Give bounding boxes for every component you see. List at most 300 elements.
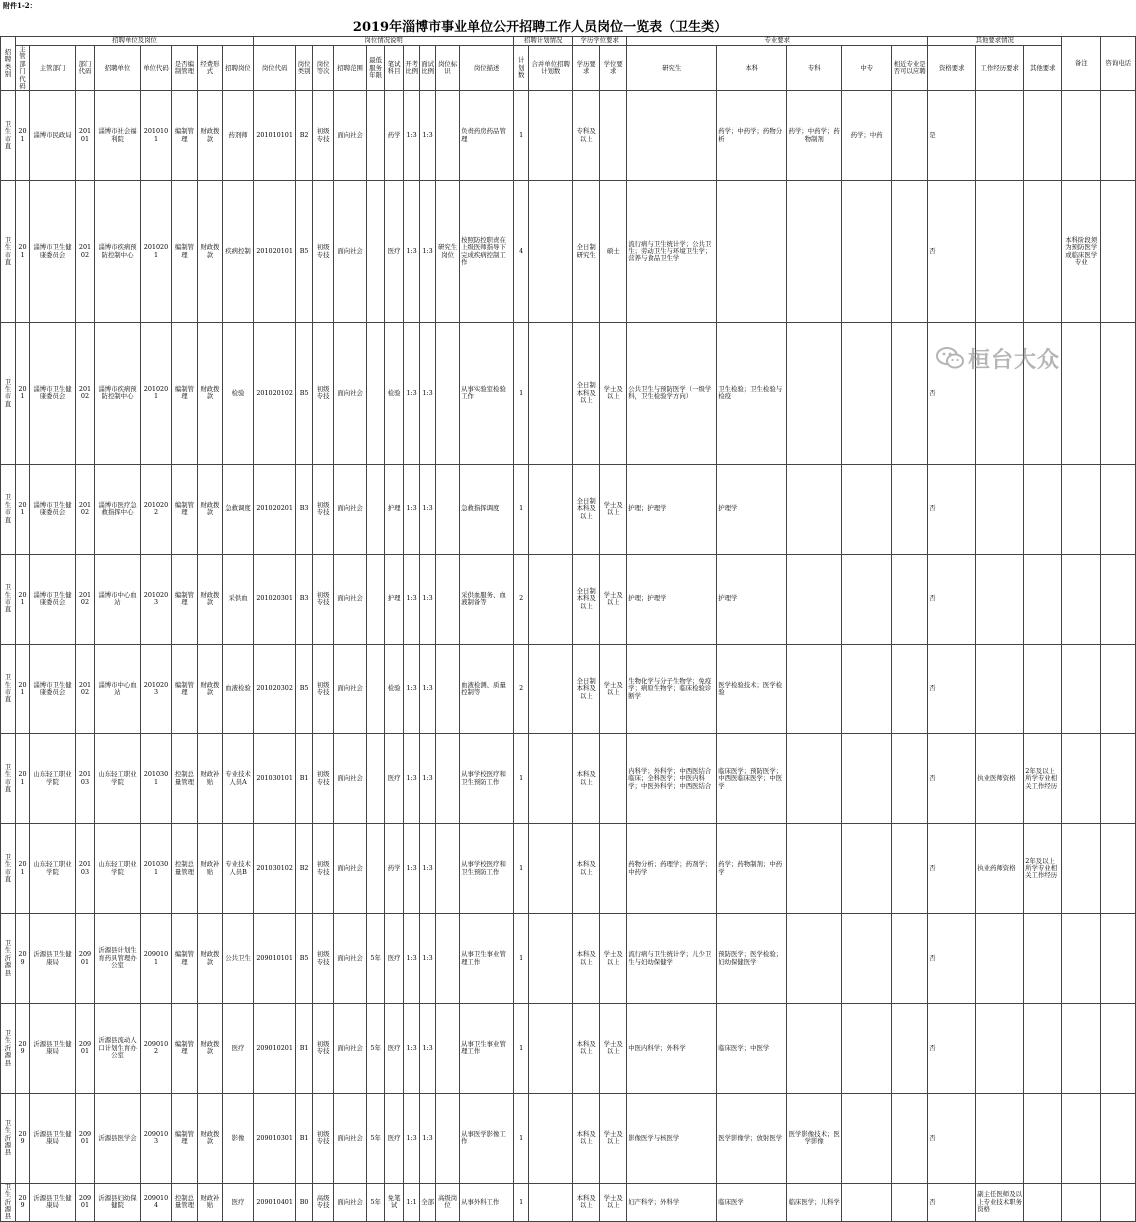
table-cell: 财政拨款	[198, 181, 223, 323]
table-cell: 临床医学；预防医学；中西医临床医学；中医学	[717, 734, 787, 824]
table-cell: 20102	[76, 644, 95, 734]
table-cell: 否	[928, 644, 976, 734]
table-cell: B1	[296, 1093, 313, 1183]
col-header: 是否编制管理	[172, 46, 198, 91]
table-cell: B0	[296, 1183, 313, 1221]
table-cell: 护理；护理学	[627, 464, 717, 554]
col-header: 开考比例	[404, 46, 420, 91]
table-cell: 1:3	[404, 914, 420, 1004]
table-cell: 学士及以上	[600, 464, 627, 554]
table-cell: 本科及以上	[573, 914, 600, 1004]
table-cell: 淄博市民政局	[30, 91, 76, 181]
table-cell: 山东轻工职业学院	[95, 734, 141, 824]
table-cell: 从事卫生事业管理工作	[460, 1004, 514, 1094]
table-cell: 临床医学	[717, 1183, 787, 1221]
table-cell: 财政拨款	[198, 323, 223, 465]
table-cell: 初级专技	[313, 91, 334, 181]
table-cell: 医疗	[385, 1093, 404, 1183]
table-cell: 2年及以上所学专业相关工作经历	[1024, 824, 1062, 914]
table-cell: 初级专技	[313, 181, 334, 323]
table-cell: 2010101	[141, 91, 172, 181]
table-cell	[892, 1183, 928, 1221]
table-cell: 1:3	[420, 554, 436, 644]
table-cell: 1:3	[404, 323, 420, 465]
table-cell: 执业医师资格	[976, 734, 1024, 824]
table-cell: 5年	[367, 1093, 385, 1183]
table-cell: 1	[514, 1183, 529, 1221]
table-cell	[600, 824, 627, 914]
table-cell: 209	[16, 914, 30, 1004]
table-cell: 卫生市直	[1, 644, 16, 734]
table-cell: 1:3	[420, 91, 436, 181]
table-cell: 2010301	[141, 824, 172, 914]
table-cell: 沂源县医学会	[95, 1093, 141, 1183]
table-cell: 面向社会	[334, 1093, 367, 1183]
table-cell: 财政补贴	[198, 734, 223, 824]
col-header-phone: 咨询电话	[1101, 37, 1136, 91]
table-cell: 沂源县卫生健康局	[30, 1093, 76, 1183]
table-cell	[976, 554, 1024, 644]
table-cell: 学士及以上	[600, 554, 627, 644]
table-cell: 20102	[76, 464, 95, 554]
table-cell: 2010203	[141, 554, 172, 644]
group-post-info: 岗位情况说明	[254, 37, 514, 46]
table-cell	[1101, 1093, 1136, 1183]
table-cell: 专业技术人员A	[223, 734, 254, 824]
table-cell: B5	[296, 644, 313, 734]
col-header: 面试比例	[420, 46, 436, 91]
table-cell: 淄博市疾病预防控制中心	[95, 323, 141, 465]
table-cell: 否	[928, 554, 976, 644]
col-header: 笔试科目	[385, 46, 404, 91]
table-cell: 全日制研究生	[573, 181, 600, 323]
table-cell: 淄博市卫生健康委员会	[30, 181, 76, 323]
table-cell: 初级专技	[313, 1093, 334, 1183]
table-cell: 妇产科学；外科学	[627, 1183, 717, 1221]
table-cell: 5年	[367, 1004, 385, 1094]
col-header: 计划数	[514, 46, 529, 91]
table-cell	[842, 1183, 892, 1221]
table-cell	[892, 644, 928, 734]
table-cell: B5	[296, 914, 313, 1004]
table-cell	[892, 824, 928, 914]
table-cell: 硕士	[600, 181, 627, 323]
table-cell: 财政拨款	[198, 1093, 223, 1183]
table-cell	[842, 554, 892, 644]
table-cell: 2010202	[141, 464, 172, 554]
table-cell	[842, 1093, 892, 1183]
table-cell: 1:1	[404, 1183, 420, 1221]
table-cell	[892, 1004, 928, 1094]
table-cell: 负责药房药品管理	[460, 91, 514, 181]
table-cell: 201	[16, 464, 30, 554]
table-cell	[842, 734, 892, 824]
table-cell: 201030101	[254, 734, 296, 824]
table-cell	[787, 181, 842, 323]
table-cell: 面向社会	[334, 554, 367, 644]
table-cell: 沂源县妇幼保健院	[95, 1183, 141, 1221]
table-cell: 1:3	[404, 824, 420, 914]
table-cell: 学士及以上	[600, 1093, 627, 1183]
document-title: 2019年淄博市事业单位公开招聘工作人员岗位一览表（卫生类）	[352, 20, 728, 35]
table-cell: 201020302	[254, 644, 296, 734]
table-cell: 卫生沂源县	[1, 1183, 16, 1221]
table-cell	[436, 1004, 460, 1094]
table-cell: 财政拨款	[198, 914, 223, 1004]
table-cell: B5	[296, 323, 313, 465]
table-cell	[436, 323, 460, 465]
table-cell: 1:3	[404, 554, 420, 644]
table-cell: 预防医学；医学检验；妇幼保健医学	[717, 914, 787, 1004]
table-cell: 1:3	[420, 181, 436, 323]
table-cell: 卫生沂源县	[1, 1093, 16, 1183]
table-cell: 全日制本科及以上	[573, 323, 600, 465]
table-cell: 1	[514, 734, 529, 824]
table-cell: 20901	[76, 1183, 95, 1221]
table-cell	[436, 554, 460, 644]
table-cell	[529, 1093, 573, 1183]
table-cell: 卫生市直	[1, 181, 16, 323]
table-cell: 免笔试	[385, 1183, 404, 1221]
col-header: 本科	[717, 46, 787, 91]
table-cell: 高级专技	[313, 1183, 334, 1221]
table-cell: 财政补贴	[198, 824, 223, 914]
table-cell: 沂源县计划生育药具管理办公室	[95, 914, 141, 1004]
table-cell	[529, 464, 573, 554]
col-header: 合并单位招聘计划数	[529, 46, 573, 91]
table-cell: 否	[928, 824, 976, 914]
group-header-row	[1, 37, 1136, 46]
table-cell	[529, 914, 573, 1004]
table-cell: 201020102	[254, 323, 296, 465]
wechat-icon	[936, 346, 964, 370]
col-header: 研究生	[627, 46, 717, 91]
table-cell: 本科及以上	[573, 824, 600, 914]
table-cell: 面向社会	[334, 644, 367, 734]
table-cell	[787, 554, 842, 644]
table-cell: 20103	[76, 824, 95, 914]
table-cell: 1	[514, 914, 529, 1004]
table-cell: 201	[16, 644, 30, 734]
table-cell	[436, 644, 460, 734]
table-cell: 学士及以上	[600, 323, 627, 465]
table-cell: 公共卫生与预防医学（一级学科，卫生检验学方向）	[627, 323, 717, 465]
table-cell: 20901	[76, 1093, 95, 1183]
table-row	[1, 1004, 1136, 1094]
table-cell: 按照防控职责在上级医师指导下完成疾病控制工作	[460, 181, 514, 323]
table-cell: 1:3	[420, 644, 436, 734]
table-cell: 护理学	[717, 464, 787, 554]
table-cell	[1062, 644, 1101, 734]
table-cell	[976, 91, 1024, 181]
table-cell: 财政拨款	[198, 91, 223, 181]
table-cell	[1024, 1093, 1062, 1183]
table-cell: 沂源县卫生健康局	[30, 914, 76, 1004]
table-cell: B2	[296, 91, 313, 181]
table-cell	[1024, 1004, 1062, 1094]
table-cell	[627, 91, 717, 181]
table-cell: 209	[16, 1183, 30, 1221]
table-cell: 1	[514, 1004, 529, 1094]
table-cell: 201020201	[254, 464, 296, 554]
table-cell: 编制管理	[172, 1093, 198, 1183]
table-cell: 沂源县流动人口计划生育办公室	[95, 1004, 141, 1094]
table-cell	[892, 181, 928, 323]
table-cell: 2090104	[141, 1183, 172, 1221]
table-row	[1, 1183, 1136, 1221]
table-cell	[787, 824, 842, 914]
table-cell: 面向社会	[334, 914, 367, 1004]
table-cell: 淄博市中心血站	[95, 554, 141, 644]
table-cell	[892, 91, 928, 181]
table-cell	[787, 1004, 842, 1094]
table-cell: 否	[928, 1004, 976, 1094]
table-cell	[1062, 1093, 1101, 1183]
table-cell	[976, 1004, 1024, 1094]
table-cell	[529, 1004, 573, 1094]
table-cell: 研究生岗位	[436, 181, 460, 323]
table-cell: 面向社会	[334, 1004, 367, 1094]
table-cell	[1101, 824, 1136, 914]
table-cell: 副主任医师及以上专业技术职务资格	[976, 1183, 1024, 1221]
table-cell	[367, 464, 385, 554]
attachment-label: 附件1-2：	[3, 1, 37, 10]
table-cell: 2090102	[141, 1004, 172, 1094]
table-cell: 影像医学与核医学	[627, 1093, 717, 1183]
table-cell	[717, 181, 787, 323]
col-header: 部门代码	[76, 46, 95, 91]
table-cell	[436, 464, 460, 554]
col-header-category: 招聘类别	[1, 37, 16, 91]
table-cell	[1101, 554, 1136, 644]
table-cell: 学士及以上	[600, 914, 627, 1004]
col-header: 岗位类别	[296, 46, 313, 91]
table-cell	[1101, 1183, 1136, 1221]
table-cell: 检验	[223, 323, 254, 465]
table-cell	[892, 1093, 928, 1183]
table-cell: 护理	[385, 464, 404, 554]
col-header: 学历要求	[573, 46, 600, 91]
table-cell	[842, 824, 892, 914]
table-cell	[529, 734, 573, 824]
table-cell: B5	[296, 181, 313, 323]
table-cell	[787, 914, 842, 1004]
table-cell	[529, 91, 573, 181]
table-cell	[976, 464, 1024, 554]
table-cell	[436, 734, 460, 824]
table-cell: 20102	[76, 554, 95, 644]
table-cell: 5年	[367, 914, 385, 1004]
table-cell: 公共卫生	[223, 914, 254, 1004]
table-cell: 药学；中药	[842, 91, 892, 181]
table-cell	[976, 914, 1024, 1004]
col-header: 资格要求	[928, 46, 976, 91]
table-cell: 209	[16, 1004, 30, 1094]
table-cell	[1101, 464, 1136, 554]
table-cell: 2010201	[141, 181, 172, 323]
table-cell: 本科及以上	[573, 1004, 600, 1094]
table-cell	[367, 824, 385, 914]
table-row	[1, 914, 1136, 1004]
table-cell: 医学影像学；放射医学	[717, 1093, 787, 1183]
table-cell: 急救调度	[223, 464, 254, 554]
table-cell: 影像	[223, 1093, 254, 1183]
table-cell: 医学检验技术；医学检验	[717, 644, 787, 734]
table-cell: 流行病与卫生统计学；公共卫生；劳动卫生与环境卫生学；营养与食品卫生学	[627, 181, 717, 323]
table-cell: 本科及以上	[573, 1093, 600, 1183]
table-cell: 20901	[76, 1004, 95, 1094]
table-cell: 201020101	[254, 181, 296, 323]
table-cell: 编制管理	[172, 914, 198, 1004]
table-row	[1, 734, 1136, 824]
table-cell	[1101, 91, 1136, 181]
table-cell: 医疗	[223, 1004, 254, 1094]
table-cell: 卫生市直	[1, 323, 16, 465]
table-cell: 201	[16, 554, 30, 644]
table-cell: 控制总量管理	[172, 824, 198, 914]
table-cell: 药学	[385, 824, 404, 914]
table-cell: 淄博市疾病预防控制中心	[95, 181, 141, 323]
table-cell: 2010201	[141, 323, 172, 465]
table-cell: 专科及以上	[573, 91, 600, 181]
table-cell: B1	[296, 734, 313, 824]
table-cell: 流行病与卫生统计学；儿少卫生与妇幼保健学	[627, 914, 717, 1004]
col-header: 工作经历要求	[976, 46, 1024, 91]
col-header: 中专	[842, 46, 892, 91]
table-cell: 否	[928, 914, 976, 1004]
table-cell: 编制管理	[172, 323, 198, 465]
col-header: 学位要求	[600, 46, 627, 91]
table-cell	[787, 644, 842, 734]
table-cell: 201	[16, 734, 30, 824]
col-header-remark: 备注	[1062, 37, 1101, 91]
table-cell	[1101, 644, 1136, 734]
table-cell: 初级专技	[313, 323, 334, 465]
table-cell	[1101, 1004, 1136, 1094]
table-cell: 从事卫生事业管理工作	[460, 914, 514, 1004]
table-cell: 淄博市医疗急救指挥中心	[95, 464, 141, 554]
table-cell: 201	[16, 181, 30, 323]
table-cell	[529, 824, 573, 914]
table-cell: 内科学；外科学；中西医结合临床；全科医学；中医内科学；中医外科学；中西医结合	[627, 734, 717, 824]
table-cell: 医疗	[385, 734, 404, 824]
table-cell: 卫生市直	[1, 91, 16, 181]
table-cell	[600, 91, 627, 181]
table-row	[1, 824, 1136, 914]
table-cell: 财政拨款	[198, 1004, 223, 1094]
col-header: 单位代码	[141, 46, 172, 91]
table-cell: 急救指挥调度	[460, 464, 514, 554]
table-cell	[1101, 914, 1136, 1004]
table-cell: 否	[928, 734, 976, 824]
table-cell: 2年及以上所学专业相关工作经历	[1024, 734, 1062, 824]
table-cell: 全日制本科及以上	[573, 464, 600, 554]
col-header: 招聘单位	[95, 46, 141, 91]
table-cell	[1024, 554, 1062, 644]
table-cell	[1024, 914, 1062, 1004]
table-cell: 2	[514, 554, 529, 644]
table-cell: 从事医学影像工作	[460, 1093, 514, 1183]
table-cell	[436, 914, 460, 1004]
table-cell: 山东轻工职业学院	[95, 824, 141, 914]
table-cell: 全日制本科及以上	[573, 644, 600, 734]
table-cell	[842, 323, 892, 465]
table-cell: 20102	[76, 181, 95, 323]
table-cell: 编制管理	[172, 181, 198, 323]
table-cell	[787, 464, 842, 554]
table-cell: B2	[296, 824, 313, 914]
table-cell: 4	[514, 181, 529, 323]
table-cell: 1:3	[420, 914, 436, 1004]
table-cell: 控制总量管理	[172, 1183, 198, 1221]
table-cell	[842, 644, 892, 734]
table-row	[1, 91, 1136, 181]
col-header: 岗位代码	[254, 46, 296, 91]
table-cell: 采供血	[223, 554, 254, 644]
col-header: 主管部门	[30, 46, 76, 91]
table-cell	[1101, 323, 1136, 465]
table-cell: 血液检验	[223, 644, 254, 734]
table-cell: 编制管理	[172, 91, 198, 181]
table-cell: 2090103	[141, 1093, 172, 1183]
table-cell: 201	[16, 323, 30, 465]
table-cell: 209010101	[254, 914, 296, 1004]
table-cell: 1:3	[420, 824, 436, 914]
group-major: 专业要求	[627, 37, 928, 46]
table-cell: 医学影像技术；医学影像	[787, 1093, 842, 1183]
table-cell	[529, 554, 573, 644]
table-cell: 财政补贴	[198, 1183, 223, 1221]
table-row	[1, 644, 1136, 734]
table-cell: 面向社会	[334, 464, 367, 554]
table-cell: 1	[514, 464, 529, 554]
table-cell	[892, 734, 928, 824]
table-cell: 初级专技	[313, 914, 334, 1004]
col-header: 最低服务年限	[367, 46, 385, 91]
table-cell: 否	[928, 1183, 976, 1221]
table-cell: 卫生市直	[1, 824, 16, 914]
col-header: 专科	[787, 46, 842, 91]
table-cell: 执业药师资格	[976, 824, 1024, 914]
table-cell: 药剂师	[223, 91, 254, 181]
table-cell	[367, 644, 385, 734]
table-cell: 检验	[385, 644, 404, 734]
table-cell: 1:3	[420, 464, 436, 554]
table-cell: 否	[928, 323, 976, 465]
table-cell	[1024, 464, 1062, 554]
table-cell: 1:3	[404, 1004, 420, 1094]
watermark	[936, 340, 1076, 376]
table-cell: 1:3	[420, 1004, 436, 1094]
col-header: 主管部门代码	[16, 46, 30, 91]
table-cell: 面向社会	[334, 181, 367, 323]
table-cell: 沂源县卫生健康局	[30, 1004, 76, 1094]
table-cell: 面向社会	[334, 1183, 367, 1221]
table-cell: 否	[928, 181, 976, 323]
table-cell: 生物化学与分子生物学；免疫学；病原生物学；临床检验诊断学	[627, 644, 717, 734]
table-cell	[787, 323, 842, 465]
table-cell	[842, 464, 892, 554]
table-cell	[787, 734, 842, 824]
table-cell: 药学；中药学；药物制剂	[787, 91, 842, 181]
table-cell	[367, 323, 385, 465]
table-cell	[529, 181, 573, 323]
table-cell: 专业技术人员B	[223, 824, 254, 914]
table-cell	[842, 1004, 892, 1094]
table-cell: 从事学校医疗和卫生预防工作	[460, 824, 514, 914]
table-cell: 1	[514, 91, 529, 181]
table-cell: 医疗	[223, 1183, 254, 1221]
